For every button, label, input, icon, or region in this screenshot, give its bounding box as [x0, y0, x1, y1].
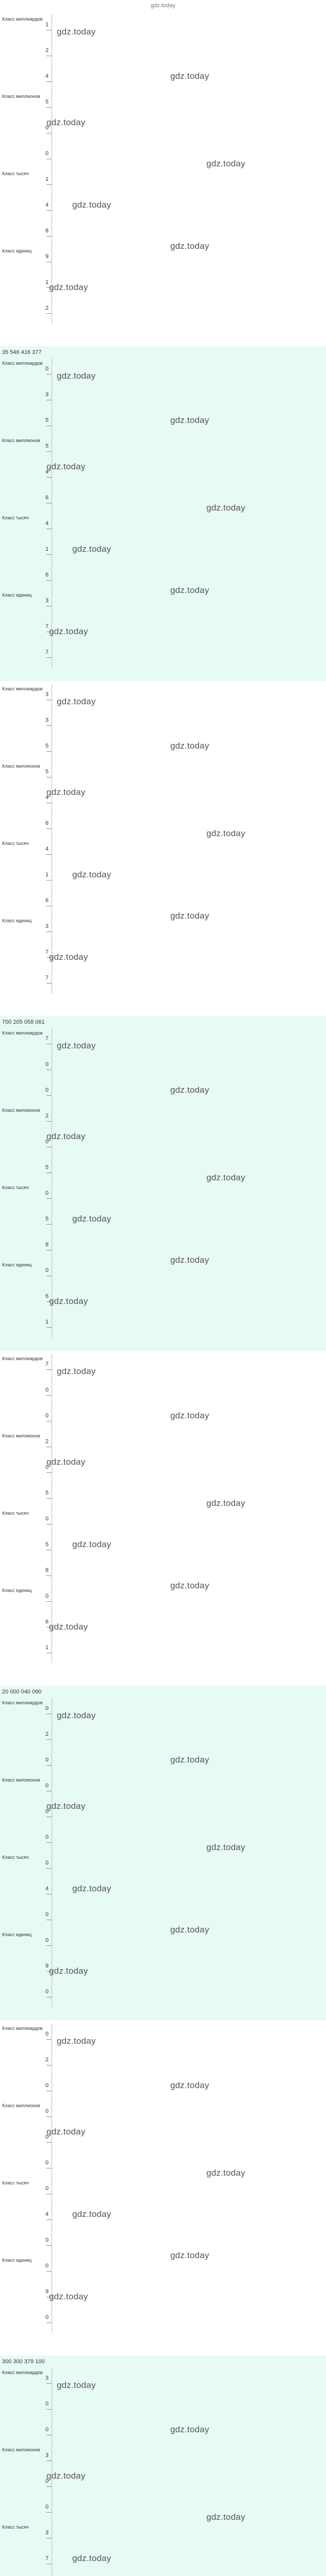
watermark: gdz.today: [49, 626, 88, 636]
digit-grid: [0, 1354, 326, 1663]
class-label: Класс единиц: [2, 918, 32, 923]
class-label: Класс миллиардов: [2, 2026, 43, 2031]
digit-rule: [46, 374, 52, 375]
digit: 0: [45, 2314, 49, 2320]
digit: 2: [45, 47, 49, 54]
digit: 3: [45, 392, 49, 398]
digit: 6: [45, 820, 49, 826]
digit-rule: [46, 725, 52, 726]
digit-rule: [46, 1739, 52, 1740]
digit-rule: [46, 828, 52, 829]
digit: 0: [45, 2185, 49, 2192]
class-label: Класс единиц: [2, 248, 32, 253]
number-title: 35 546 416 377: [2, 349, 42, 355]
digit-rule: [46, 1095, 52, 1096]
digit: 4: [45, 846, 49, 852]
digit: 0: [45, 2134, 49, 2140]
class-label: Класс единиц: [2, 1588, 32, 1593]
digit: 0: [45, 1705, 49, 1711]
digit: 0: [45, 2237, 49, 2243]
class-label: Класс миллиардов: [2, 2370, 43, 2375]
digit: 3: [45, 2375, 49, 2381]
watermark: gdz.today: [57, 697, 96, 706]
digit: 6: [45, 495, 49, 501]
digit: 0: [45, 1911, 49, 1918]
watermark: gdz.today: [49, 952, 88, 962]
digit: 0: [45, 125, 49, 131]
digit: 5: [45, 99, 49, 105]
watermark: gdz.today: [170, 2425, 209, 2434]
digit-rule: [46, 1198, 52, 1199]
digit: 4: [45, 469, 49, 475]
digit-rule: [46, 2383, 52, 2384]
digit: 4: [45, 202, 49, 208]
digit: 7: [45, 975, 49, 981]
number-title: 20 000 040 090: [2, 1689, 42, 1695]
digit: 6: [45, 572, 49, 578]
digit-rule: [46, 1224, 52, 1225]
class-label: Класс единиц: [2, 592, 32, 598]
class-label: Класс тысяч: [2, 1511, 29, 1516]
watermark: gdz.today: [57, 2036, 96, 2046]
digit: 8: [45, 228, 49, 234]
class-label: Класс миллиардов: [2, 686, 43, 691]
digit: 0: [45, 1937, 49, 1943]
digit: 6: [45, 897, 49, 904]
watermark: gdz.today: [57, 371, 96, 381]
digit-rule: [46, 2245, 52, 2246]
watermark: gdz.today: [206, 828, 246, 838]
watermark: gdz.today: [46, 1801, 86, 1811]
digit-rule: [46, 2512, 52, 2513]
digit-rule: [46, 1765, 52, 1766]
class-label: Класс миллионов: [2, 1108, 40, 1113]
digit-rule: [46, 931, 52, 932]
number-block: [0, 681, 326, 1016]
digit: 2: [45, 1113, 49, 1119]
digit: 4: [45, 73, 49, 79]
digit: 3: [45, 2452, 49, 2459]
digit: 4: [45, 2211, 49, 2217]
digit: 0: [45, 1757, 49, 1763]
digit: 5: [45, 1216, 49, 1222]
digit-rule: [46, 854, 52, 855]
watermark: gdz.today: [170, 241, 209, 251]
digit: 5: [45, 743, 49, 749]
digit: 0: [45, 2108, 49, 2114]
digit: 0: [45, 2160, 49, 2166]
class-label: Класс тысяч: [2, 1185, 29, 1190]
digit-rule: [46, 1498, 52, 1499]
watermark: gdz.today: [72, 1884, 111, 1893]
watermark: gdz.today: [72, 1214, 111, 1224]
watermark: gdz.today: [46, 462, 86, 471]
watermark: gdz.today: [46, 117, 86, 127]
digit-rule: [46, 580, 52, 581]
digit-rule: [46, 313, 52, 314]
digit: 7: [45, 1361, 49, 1367]
digit-rule: [46, 2409, 52, 2410]
watermark: gdz.today: [49, 1622, 88, 1632]
digit: 7: [45, 623, 49, 630]
watermark: gdz.today: [57, 2380, 96, 2390]
class-label: Класс тысяч: [2, 2180, 29, 2185]
watermark: gdz.today: [170, 1255, 209, 1265]
digit-grid: [0, 2368, 326, 2576]
digit-rule: [46, 554, 52, 555]
digit-grid: [0, 1028, 326, 1337]
class-label: Класс тысяч: [2, 1855, 29, 1860]
site-title[interactable]: gdz.today: [151, 3, 175, 9]
watermark: gdz.today: [206, 159, 246, 168]
number-block: [0, 11, 326, 346]
watermark: gdz.today: [170, 1755, 209, 1765]
digit: 1: [45, 1645, 49, 1651]
digit: 0: [45, 1087, 49, 1093]
digit: 0: [45, 1834, 49, 1840]
number-block: [0, 1016, 326, 1351]
digit: 0: [45, 1593, 49, 1599]
digit: 0: [45, 1190, 49, 1196]
digit: 5: [45, 1541, 49, 1548]
digit: 8: [45, 1567, 49, 1573]
digit: 0: [45, 366, 49, 372]
watermark: gdz.today: [170, 2250, 209, 2260]
digit: 0: [45, 1516, 49, 1522]
digit: 0: [45, 1139, 49, 1145]
class-label: Класс миллиардов: [2, 16, 43, 22]
watermark: gdz.today: [49, 1966, 88, 1976]
class-label: Класс миллионов: [2, 1433, 40, 1438]
digit-rule: [46, 1327, 52, 1328]
digit: 1: [45, 176, 49, 182]
watermark: gdz.today: [206, 1173, 246, 1182]
watermark: gdz.today: [170, 1085, 209, 1095]
digit-rule: [46, 1575, 52, 1576]
class-label: Класс единиц: [2, 1932, 32, 1937]
number-block: [0, 2355, 326, 2576]
digit: 1: [45, 22, 49, 28]
digit-rule: [46, 751, 52, 752]
class-label: Класс миллионов: [2, 764, 40, 769]
watermark: gdz.today: [170, 741, 209, 751]
digit-rule: [46, 2271, 52, 2272]
digit-rule: [46, 1369, 52, 1370]
digit-rule: [46, 2486, 52, 2487]
class-label: Класс тысяч: [2, 2524, 29, 2530]
digit: 0: [45, 2031, 49, 2037]
digit: 9: [45, 253, 49, 260]
watermark: gdz.today: [57, 1710, 96, 1720]
digit-rule: [46, 107, 52, 108]
digit-rule: [46, 2142, 52, 2143]
digit: 0: [45, 2478, 49, 2484]
digit-rule: [46, 451, 52, 452]
watermark: gdz.today: [206, 2512, 246, 2522]
watermark: gdz.today: [170, 1925, 209, 1935]
digit: 7: [45, 949, 49, 955]
watermark: gdz.today: [206, 1842, 246, 1852]
digit-rule: [46, 1121, 52, 1122]
watermark: gdz.today: [170, 2080, 209, 2090]
watermark: gdz.today: [46, 1457, 86, 1467]
digit-rule: [46, 81, 52, 82]
watermark: gdz.today: [170, 415, 209, 425]
digit: 0: [45, 2401, 49, 2407]
digit: 3: [45, 717, 49, 723]
digit: 6: [45, 1293, 49, 1299]
digit-rule: [46, 983, 52, 984]
digit-grid: [0, 1698, 326, 2007]
class-label: Класс миллиардов: [2, 361, 43, 366]
watermark: gdz.today: [46, 787, 86, 797]
watermark: gdz.today: [72, 870, 111, 879]
digit: 7: [45, 1036, 49, 1042]
digit: 7: [45, 2555, 49, 2562]
digit-rule: [46, 210, 52, 211]
watermark: gdz.today: [170, 585, 209, 595]
digit: 0: [45, 1387, 49, 1393]
digit: 5: [45, 1490, 49, 1496]
digit: 9: [45, 1963, 49, 1969]
digit-rule: [46, 1945, 52, 1946]
watermark: gdz.today: [170, 1411, 209, 1420]
digit: 0: [45, 1860, 49, 1866]
digit-grid: [0, 2024, 326, 2333]
watermark: gdz.today: [72, 544, 111, 554]
watermark: gdz.today: [49, 2292, 88, 2301]
digit: 2: [45, 1438, 49, 1445]
digit: 7: [45, 649, 49, 655]
number-title: 300 300 379 100: [2, 2359, 45, 2365]
number-block: [0, 1686, 326, 2021]
digit-rule: [46, 2219, 52, 2220]
digit: 0: [45, 2263, 49, 2269]
digit: 0: [45, 1989, 49, 1995]
watermark: gdz.today: [170, 71, 209, 81]
digit-grid: [0, 359, 326, 668]
watermark: gdz.today: [57, 1041, 96, 1050]
digit: 5: [45, 443, 49, 449]
watermark: gdz.today: [170, 911, 209, 921]
digit-rule: [46, 477, 52, 478]
class-label: Класс миллионов: [2, 2103, 40, 2108]
number-block: [0, 1351, 326, 1686]
digit: 2: [45, 1731, 49, 1737]
digit: 5: [45, 417, 49, 423]
digit-rule: [46, 1472, 52, 1473]
class-label: Класс миллиардов: [2, 1356, 43, 1361]
class-label: Класс миллиардов: [2, 1030, 43, 1036]
watermark: gdz.today: [206, 1498, 246, 1508]
watermark: gdz.today: [72, 2553, 111, 2563]
class-label: Класс тысяч: [2, 841, 29, 846]
digit: 3: [45, 2530, 49, 2536]
watermark: gdz.today: [72, 200, 111, 210]
digit: 0: [45, 1808, 49, 1815]
digit-rule: [46, 2116, 52, 2117]
watermark: gdz.today: [46, 2127, 86, 2137]
digit: 0: [45, 1413, 49, 1419]
digit: 1: [45, 279, 49, 285]
digit-rule: [46, 1868, 52, 1869]
digit: 1: [45, 872, 49, 878]
watermark: gdz.today: [170, 1581, 209, 1590]
digit: 5: [45, 769, 49, 775]
class-label: Класс единиц: [2, 2258, 32, 2263]
digit: 0: [45, 1783, 49, 1789]
watermark: gdz.today: [46, 1131, 86, 1141]
class-label: Класс миллионов: [2, 438, 40, 443]
class-label: Класс тысяч: [2, 171, 29, 176]
number-title: 700 205 058 061: [2, 1019, 45, 1025]
digit: 5: [45, 1164, 49, 1171]
watermark: gdz.today: [46, 2471, 86, 2481]
watermark: gdz.today: [57, 1366, 96, 1376]
digit-grid: [0, 684, 326, 993]
digit: 1: [45, 1319, 49, 1325]
digit: 3: [45, 598, 49, 604]
digit: 3: [45, 923, 49, 929]
digit-rule: [46, 184, 52, 185]
class-label: Класс миллионов: [2, 2447, 40, 2452]
digit: 4: [45, 1886, 49, 1892]
digit-rule: [46, 2039, 52, 2040]
watermark: gdz.today: [49, 282, 88, 292]
class-label: Класс миллиардов: [2, 1700, 43, 1705]
watermark: gdz.today: [49, 1296, 88, 1306]
watermark: gdz.today: [206, 2168, 246, 2178]
digit-rule: [46, 1395, 52, 1396]
digit: 1: [45, 546, 49, 552]
digit: 6: [45, 1619, 49, 1625]
digit: 2: [45, 305, 49, 311]
digit-rule: [46, 1601, 52, 1602]
digit: 2: [45, 2057, 49, 2063]
watermark: gdz.today: [206, 503, 246, 513]
watermark: gdz.today: [72, 2209, 111, 2219]
number-block: [0, 2021, 326, 2355]
digit: 0: [45, 150, 49, 157]
number-block: [0, 346, 326, 681]
watermark: gdz.today: [72, 1539, 111, 1549]
class-label: Класс тысяч: [2, 515, 29, 520]
watermark: gdz.today: [57, 27, 96, 37]
digit: 0: [45, 1267, 49, 1274]
digit: 0: [45, 2427, 49, 2433]
class-label: Класс миллионов: [2, 94, 40, 99]
digit: 0: [45, 1061, 49, 1067]
class-label: Класс миллионов: [2, 1777, 40, 1783]
digit: 0: [45, 1464, 49, 1470]
digit-rule: [46, 1842, 52, 1843]
digit: 3: [45, 691, 49, 698]
digit-rule: [46, 657, 52, 658]
digit: 0: [45, 2082, 49, 2089]
class-label: Класс единиц: [2, 1262, 32, 1267]
digit: 4: [45, 794, 49, 801]
digit: 0: [45, 2504, 49, 2510]
digit: 4: [45, 520, 49, 527]
digit-grid: [0, 14, 326, 324]
digit: 8: [45, 1242, 49, 1248]
digit: 9: [45, 2289, 49, 2295]
